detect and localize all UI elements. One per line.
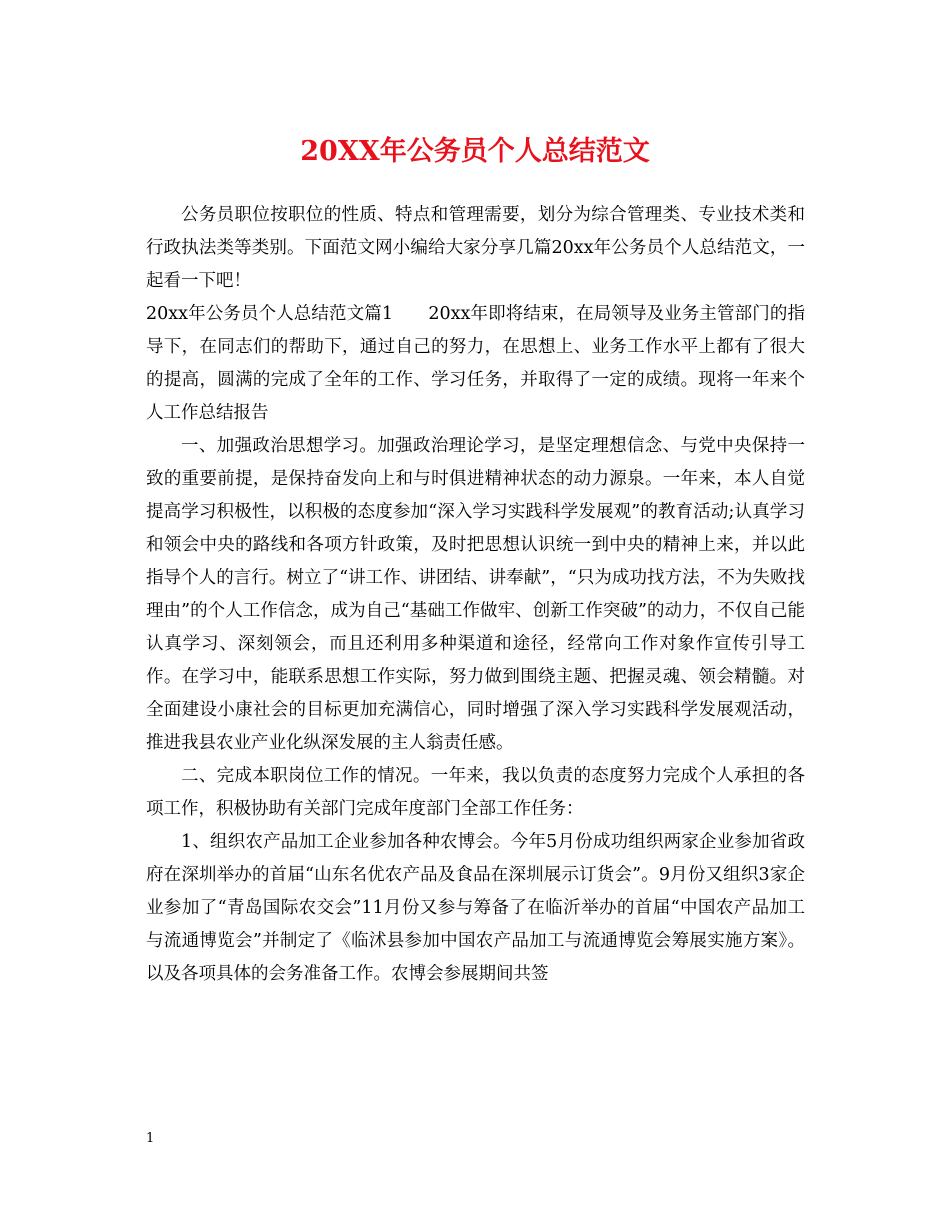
paragraph-article-1-opening: 20xx年公务员个人总结范文篇1 20xx年即将结束，在局领导及业务主管部门的指导下，在同志们的帮助下，通过自己的努力，在思想上、业务工作水平上都有了很大的提高，圆满的完成了全年的工作、学习任务，并取得了一定的成绩。现将一年来个人工作总结报告 bbox=[146, 304, 805, 423]
document-body bbox=[146, 199, 805, 991]
paragraph-agri-expo: 1、组织农产品加工企业参加各种农博会。今年5月份成功组织两家企业参加省政府在深圳举办的首届“山东名优农产品及食品在深圳展示订货会”。9月份又组织3家企业参加了“青岛国际农交会”11月份又参与筹备了在临沂举办的首届“中国农产品加工与流通博览会”并制定了《临沭县参加中国农产品加工与流通博览会筹展实施方案》。以及各项具体的会务准备工作。农博会参展期间共签 bbox=[146, 832, 805, 984]
page-number: 1 bbox=[146, 1131, 155, 1146]
paragraph-intro: 公务员职位按职位的性质、特点和管理需要，划分为综合管理类、专业技术类和行政执法类等类别。下面范文网小编给大家分享几篇20xx年公务员个人总结范文，一起看一下吧！ bbox=[146, 205, 805, 291]
document-title: 20XX年公务员个人总结范文 bbox=[300, 136, 650, 167]
paragraph-job-duties: 二、完成本职岗位工作的情况。一年来，我以负责的态度努力完成个人承担的各项工作，积极协助有关部门完成年度部门全部工作任务： bbox=[146, 766, 805, 819]
paragraph-political-study: 一、加强政治思想学习。加强政治理论学习，是坚定理想信念、与党中央保持一致的重要前提，是保持奋发向上和与时俱进精神状态的动力源泉。一年来，本人自觉提高学习积极性，以积极的态度参加“深入学习实践科学发展观”的教育活动;认真学习和领会中央的路线和各项方针政策，及时把思想认识统一到中央的精神上来，并以此指导个人的言行。树立了“讲工作、讲团结、讲奉献”，“只为成功找方法，不为失败找理由”的个人工作信念，成为自己“基础工作做牢、创新工作突破”的动力，不仅自己能认真学习、深刻领会，而且还利用多种渠道和途径，经常向工作对象作宣传引导工作。在学习中，能联系思想工作实际，努力做到围绕主题、把握灵魂、领会精髓。对全面建设小康社会的目标更加充满信心，同时增强了深入学习实践科学发展观活动，推进我县农业产业化纵深发展的主人翁责任感。 bbox=[146, 436, 805, 753]
